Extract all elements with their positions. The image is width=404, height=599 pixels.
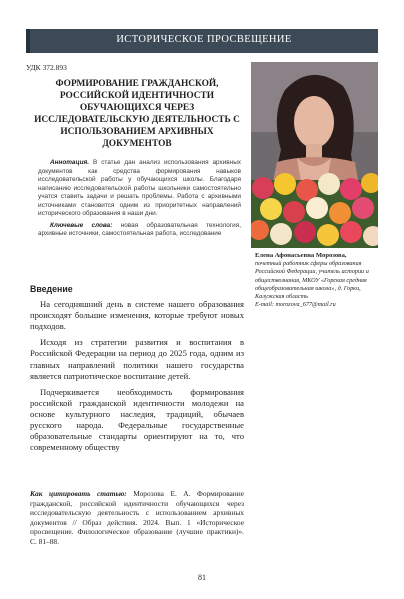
body-paragraph: Исходя из стратегии развития и воспитания в Российской Федерации на период до 2025 года, одним из главных направлений политики нашего государства является патриотическое воспитание детей. — [30, 337, 244, 381]
author-block — [255, 252, 381, 309]
section-heading: Введение — [30, 284, 73, 294]
article-body — [30, 284, 244, 458]
abstract-text: В статье дан анализ использования архивных документов как средства формирования навыков исследовательской работы у обучающихся школы. Благодаря написанию исследовательской работы школьники самостоятельно учатся ставить задачи и решать проблемы. Работа с архивными источниками становится одним из приоритетных направлений исторического образования в наши дни. — [38, 159, 241, 217]
author-name: Елена Афонасьевна Морозова, — [255, 252, 347, 259]
author-photo — [251, 62, 378, 248]
author-email: E-mail: morozova_677@mail.ru — [255, 301, 336, 309]
citation-block — [30, 489, 244, 547]
author-affiliation: почетный работник сферы образования Российской Федерации, учитель истории и обществознания, МКОУ «Горская средняя общеобразовательная школа», д. Горки, Калужская область — [255, 260, 369, 301]
body-paragraph: На сегодняшний день в системе нашего образования происходят большие изменения, которые требуют новых подходов. — [30, 299, 244, 332]
udk-code: УДК 372.893 — [26, 63, 67, 72]
citation-label: Как цитировать статью: — [30, 489, 127, 498]
section-header-bar — [26, 29, 378, 53]
abstract-block — [38, 159, 241, 239]
body-paragraph: Подчеркивается необходимость формирования российской гражданской идентичности молодежи на основе культурного наследия, традиций, обычаев русского народа. Федеральные государственные образовательные стандарты ориентируют на то, что современному обществу — [30, 386, 244, 453]
keywords-paragraph — [38, 222, 241, 239]
abstract-paragraph — [38, 159, 241, 219]
citation-text: Морозова Е. А. Формирование гражданской, российской идентичности обучающихся через исследовательскую деятельность с использованием архивных документов // Образ действия. 2024. Вып. 1 «Историческое просвещение. Филологическое образование (лучшие практики)». С. 81–88. — [30, 489, 244, 546]
abstract-label: Аннотация. — [50, 159, 90, 166]
keywords-label: Ключевые слова: — [50, 221, 113, 229]
section-title: ИСТОРИЧЕСКОЕ ПРОСВЕЩЕНИЕ — [116, 34, 292, 45]
article-title: ФОРМИРОВАНИЕ ГРАЖДАНСКОЙ, РОССИЙСКОЙ ИДЕНТИЧНОСТИ ОБУЧАЮЩИХСЯ ЧЕРЕЗ ИССЛЕДОВАТЕЛЬСКУЮ ДЕЯТЕЛЬНОСТЬ С ИСПОЛЬЗОВАНИЕМ АРХИВНЫХ ДОКУМЕНТОВ — [34, 79, 240, 149]
author-photo-image — [251, 62, 378, 248]
keywords-text: новая образовательная технология, архивные источники, самостоятельная работа, исследование — [38, 221, 241, 237]
page-number: 81 — [198, 573, 206, 582]
